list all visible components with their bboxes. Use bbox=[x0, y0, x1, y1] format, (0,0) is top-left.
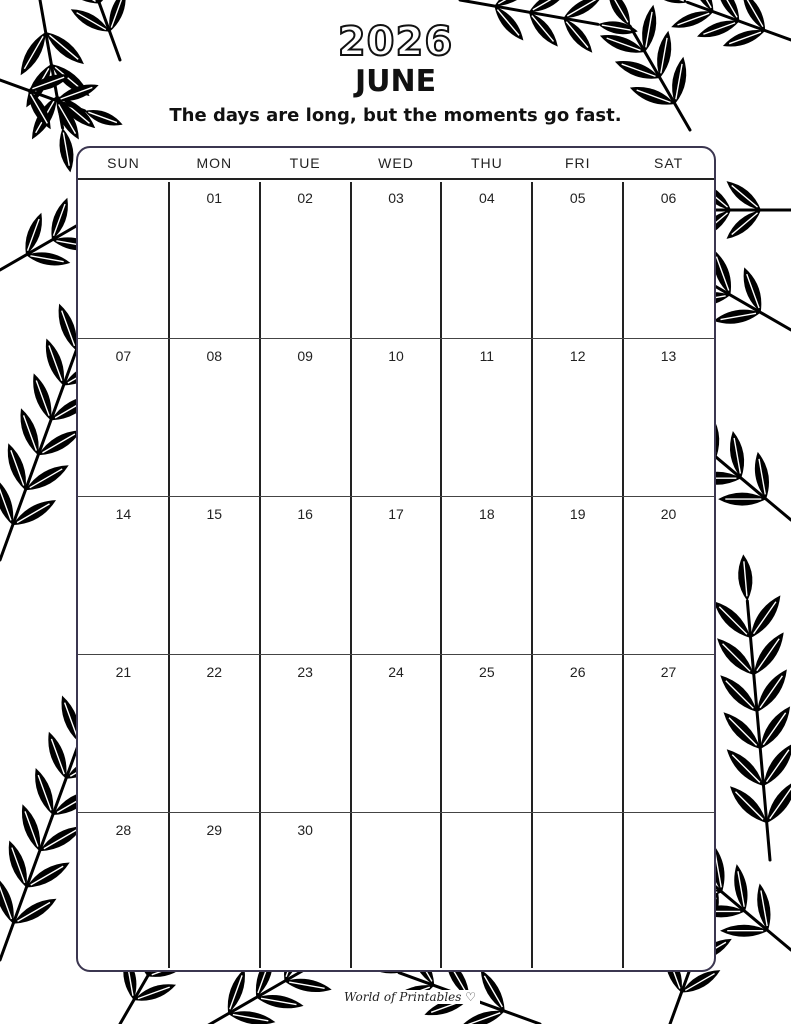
day-cell bbox=[78, 654, 169, 812]
day-cell bbox=[260, 654, 351, 812]
day-number: 13 bbox=[660, 348, 677, 364]
day-number: 30 bbox=[297, 822, 313, 838]
day-cell bbox=[623, 496, 714, 654]
day-cell bbox=[260, 496, 351, 654]
day-number: 16 bbox=[297, 506, 313, 522]
day-number: 26 bbox=[569, 664, 586, 680]
weekday-wed: WED bbox=[378, 155, 414, 171]
leaf-icon bbox=[751, 451, 772, 501]
quote-text: The days are long, but the moments go fast. bbox=[169, 105, 622, 126]
day-number: 28 bbox=[115, 822, 132, 838]
day-number: 24 bbox=[388, 664, 404, 680]
row-divider bbox=[78, 338, 714, 339]
day-cell bbox=[623, 812, 714, 970]
leaf-icon bbox=[726, 430, 747, 480]
day-cell bbox=[532, 812, 623, 970]
day-cell bbox=[532, 654, 623, 812]
day-number: 15 bbox=[206, 506, 223, 522]
day-number: 18 bbox=[479, 506, 495, 522]
day-number: 11 bbox=[479, 348, 495, 364]
day-cell bbox=[623, 654, 714, 812]
day-cell bbox=[351, 338, 442, 496]
day-cell bbox=[441, 338, 532, 496]
brand-logo: World of Printables ♡ bbox=[340, 990, 480, 1004]
day-cell bbox=[351, 180, 442, 338]
weekday-tue: TUE bbox=[289, 155, 321, 171]
day-number: 05 bbox=[569, 190, 586, 206]
day-number: 07 bbox=[115, 348, 132, 364]
day-number: 10 bbox=[388, 348, 404, 364]
column-divider bbox=[259, 182, 261, 968]
weekday-mon: MON bbox=[196, 155, 233, 171]
day-cell bbox=[169, 496, 260, 654]
day-number: 23 bbox=[297, 664, 313, 680]
day-cell bbox=[351, 812, 442, 970]
weekday-sat: SAT bbox=[653, 155, 684, 171]
day-cell bbox=[351, 496, 442, 654]
weekday-fri: FRI bbox=[564, 155, 591, 171]
day-cell bbox=[78, 496, 169, 654]
day-cell bbox=[78, 812, 169, 970]
day-cell bbox=[532, 338, 623, 496]
day-cell bbox=[441, 496, 532, 654]
day-number: 04 bbox=[479, 190, 495, 206]
day-cell bbox=[78, 338, 169, 496]
column-divider bbox=[168, 182, 170, 968]
year-title: 2026 bbox=[337, 19, 454, 65]
day-number: 25 bbox=[479, 664, 495, 680]
day-cell bbox=[169, 338, 260, 496]
day-grid bbox=[78, 180, 714, 970]
month-title: JUNE bbox=[354, 64, 437, 99]
weekday-sun: SUN bbox=[107, 155, 140, 171]
leaf-icon bbox=[736, 554, 754, 602]
column-divider bbox=[622, 182, 624, 968]
row-divider bbox=[78, 496, 714, 497]
column-divider bbox=[531, 182, 533, 968]
day-cell bbox=[78, 180, 169, 338]
day-cell bbox=[441, 812, 532, 970]
day-cell bbox=[441, 654, 532, 812]
day-number: 03 bbox=[388, 190, 404, 206]
day-cell bbox=[532, 496, 623, 654]
column-divider bbox=[440, 182, 442, 968]
day-cell bbox=[260, 180, 351, 338]
day-cell bbox=[351, 654, 442, 812]
day-cell bbox=[623, 338, 714, 496]
day-number: 19 bbox=[569, 506, 586, 522]
day-number: 09 bbox=[297, 348, 313, 364]
day-cell bbox=[623, 180, 714, 338]
day-cell bbox=[441, 180, 532, 338]
leaf-icon bbox=[731, 863, 751, 912]
day-number: 06 bbox=[660, 190, 677, 206]
day-number: 08 bbox=[206, 348, 223, 364]
day-cell bbox=[169, 180, 260, 338]
day-cell bbox=[260, 812, 351, 970]
day-number: 02 bbox=[297, 190, 313, 206]
leaf-icon bbox=[754, 882, 774, 931]
day-cell bbox=[260, 338, 351, 496]
day-cell bbox=[532, 180, 623, 338]
day-number: 01 bbox=[206, 190, 223, 206]
leaf-icon bbox=[58, 0, 103, 9]
day-cell bbox=[169, 654, 260, 812]
day-number: 12 bbox=[569, 348, 586, 364]
row-divider bbox=[78, 812, 714, 813]
day-number: 22 bbox=[206, 664, 223, 680]
row-divider bbox=[78, 654, 714, 655]
day-cell bbox=[169, 812, 260, 970]
day-number: 14 bbox=[115, 506, 132, 522]
weekday-header bbox=[78, 148, 714, 180]
day-number: 20 bbox=[660, 506, 677, 522]
day-number: 21 bbox=[115, 664, 132, 680]
weekday-thu: THU bbox=[470, 155, 503, 171]
day-number: 27 bbox=[660, 664, 677, 680]
calendar-grid bbox=[76, 146, 716, 972]
column-divider bbox=[350, 182, 352, 968]
day-number: 29 bbox=[206, 822, 223, 838]
day-number: 17 bbox=[388, 506, 404, 522]
